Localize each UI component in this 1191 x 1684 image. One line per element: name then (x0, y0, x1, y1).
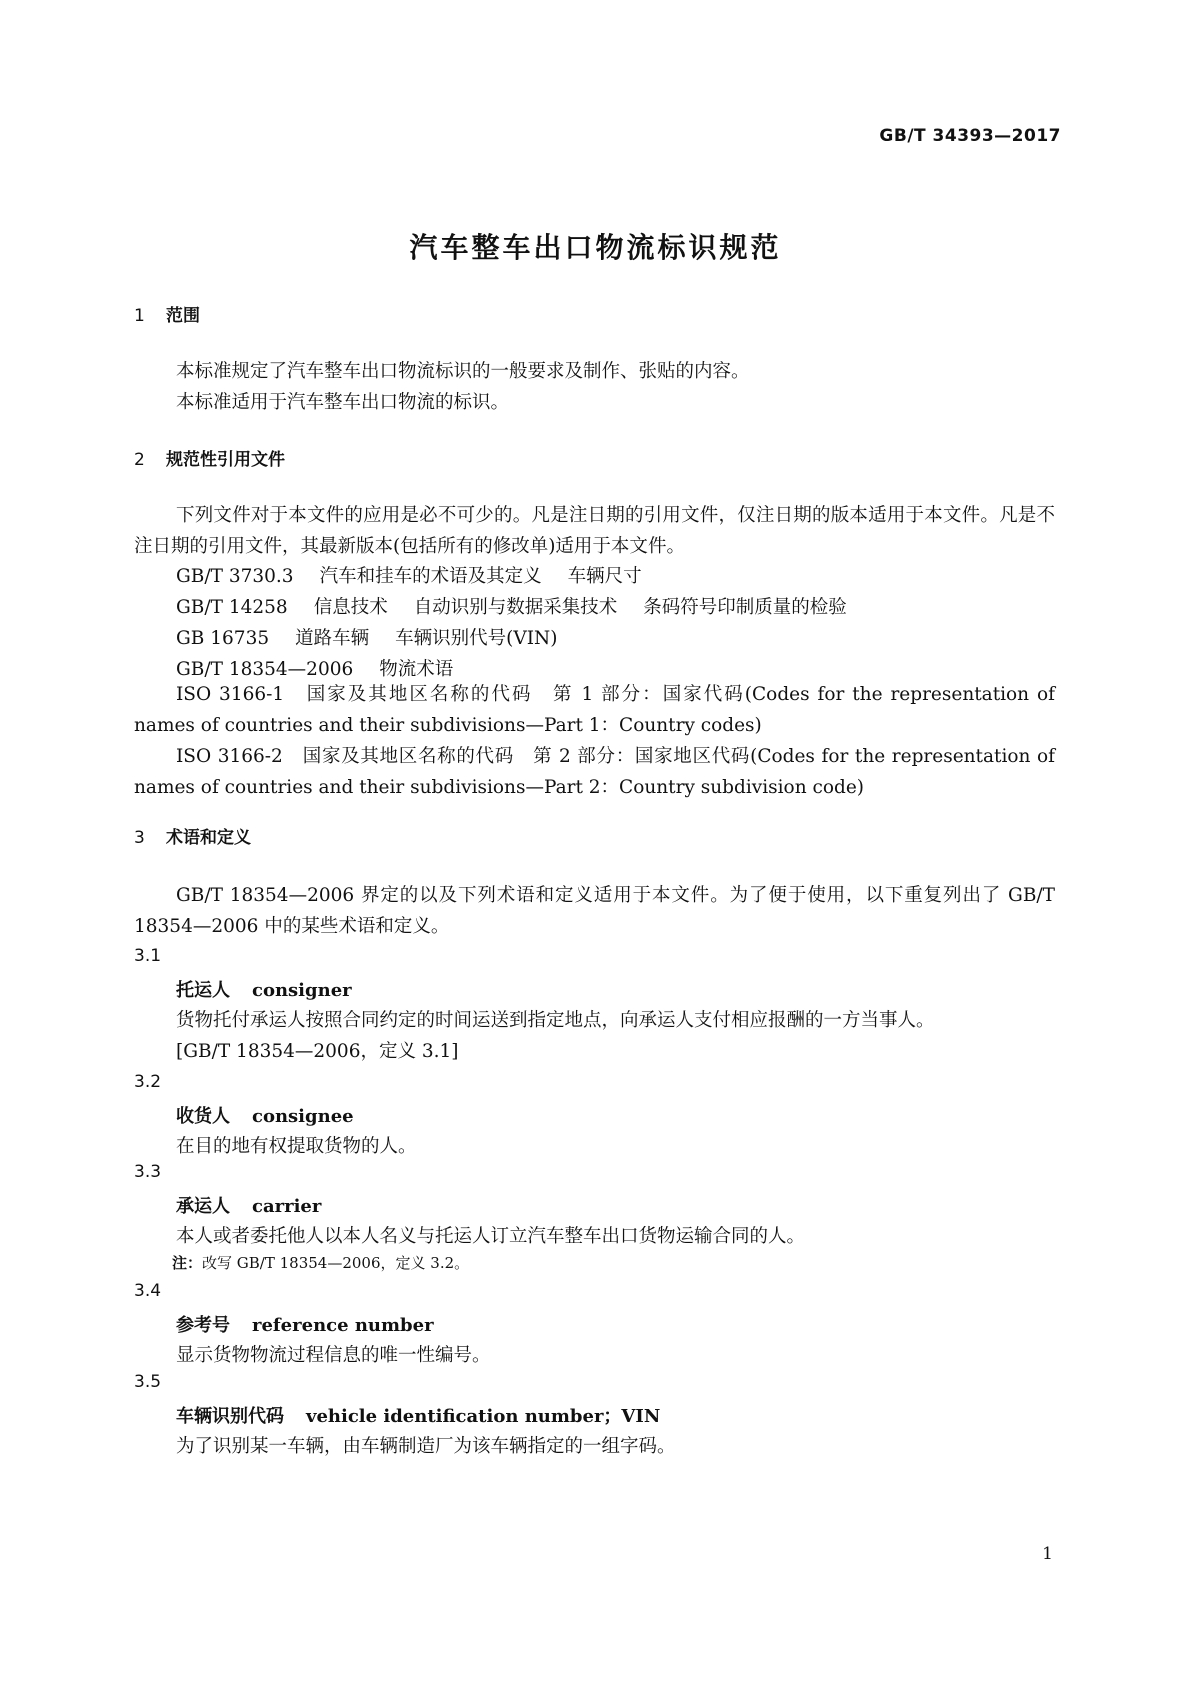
term-heading (176, 1311, 434, 1337)
term-heading (176, 1192, 321, 1218)
section-title: 范围 (166, 306, 200, 326)
term-definition: 本人或者委托他人以本人名义与托运人订立汽车整车出口货物运输合同的人。 (176, 1226, 806, 1247)
reference-item (176, 624, 1056, 650)
page-number: 1 (1042, 1544, 1053, 1564)
term-english: consigner (252, 980, 352, 1001)
reference-item (176, 562, 1056, 588)
reference-title-part: 车辆尺寸 (567, 566, 642, 587)
reference-code: GB 16735 (176, 628, 270, 649)
reference-title-part: 信息技术 (313, 597, 388, 618)
reference-title-part: 汽车和挂车的术语及其定义 (319, 566, 542, 587)
term-number: 3.2 (134, 1072, 162, 1092)
reference-iso-3166-2: ISO 3166-2 国家及其地区名称的代码 第 2 部分：国家地区代码(Codes for the representation of names of countries and their subdivisions—Part 2：Country subdivision code) (134, 746, 1055, 798)
reference-title-part: 自动识别与数据采集技术 (413, 597, 618, 618)
note-label: 注： (172, 1254, 203, 1272)
term-chinese: 车辆识别代码 (176, 1406, 284, 1427)
note-text: 改写 GB/T 18354—2006，定义 3.2。 (202, 1254, 470, 1272)
term-chinese: 参考号 (176, 1315, 230, 1336)
term-english: consignee (252, 1106, 354, 1127)
reference-title-part: 道路车辆 (295, 628, 370, 649)
term-note (172, 1252, 469, 1273)
reference-title-part: 车辆识别代号(VIN) (395, 628, 558, 649)
section-number: 3 (134, 828, 145, 848)
term-heading (176, 1402, 660, 1428)
term-heading (176, 1102, 354, 1128)
term-chinese: 托运人 (176, 980, 230, 1001)
reference-item (176, 593, 1056, 619)
section-heading-terms (134, 823, 251, 848)
reference-item (176, 655, 1056, 681)
term-chinese: 承运人 (176, 1196, 230, 1217)
term-english: reference number (252, 1315, 434, 1336)
reference-title-part: 物流术语 (379, 659, 454, 680)
section-number: 2 (134, 450, 145, 470)
standard-code: GB/T 34393—2017 (879, 126, 1061, 146)
document-title: 汽车整车出口物流标识规范 (409, 231, 782, 264)
references-intro: 下列文件对于本文件的应用是必不可少的。凡是注日期的引用文件，仅注日期的版本适用于本文件。凡是不注日期的引用文件，其最新版本(包括所有的修改单)适用于本文件。 (134, 505, 1055, 557)
term-definition: 为了识别某一车辆，由车辆制造厂为该车辆指定的一组字码。 (176, 1436, 676, 1457)
reference-iso-3166-1: ISO 3166-1 国家及其地区名称的代码 第 1 部分：国家代码(Codes for the representation of names of countries and their subdivisions—Part 1：Country codes) (134, 684, 1055, 736)
section-heading-scope (134, 301, 200, 326)
scope-paragraph-2: 本标准适用于汽车整车出口物流的标识。 (176, 392, 510, 413)
term-definition: 显示货物物流过程信息的唯一性编号。 (176, 1345, 491, 1366)
term-definition: 货物托付承运人按照合同约定的时间运送到指定地点，向承运人支付相应报酬的一方当事人。 (176, 1010, 935, 1031)
reference-code: GB/T 18354—2006 (176, 659, 354, 680)
term-number: 3.1 (134, 946, 162, 966)
section-heading-references (134, 445, 285, 470)
term-english: carrier (252, 1196, 322, 1217)
term-definition: 在目的地有权提取货物的人。 (176, 1136, 417, 1157)
term-chinese: 收货人 (176, 1106, 230, 1127)
reference-code: GB/T 3730.3 (176, 566, 294, 587)
section-title: 术语和定义 (166, 828, 251, 848)
reference-code: GB/T 14258 (176, 597, 288, 618)
term-english: vehicle identification number；VIN (306, 1406, 661, 1427)
section-number: 1 (134, 306, 145, 326)
scope-paragraph-1: 本标准规定了汽车整车出口物流标识的一般要求及制作、张贴的内容。 (176, 361, 750, 382)
section-title: 规范性引用文件 (166, 450, 285, 470)
terms-intro: GB/T 18354—2006 界定的以及下列术语和定义适用于本文件。为了便于使用，以下重复列出了 GB/T 18354—2006 中的某些术语和定义。 (134, 885, 1055, 937)
term-number: 3.3 (134, 1162, 162, 1182)
term-heading (176, 976, 352, 1002)
term-number: 3.5 (134, 1372, 162, 1392)
term-number: 3.4 (134, 1281, 162, 1301)
term-source: [GB/T 18354—2006，定义 3.1] (176, 1041, 459, 1062)
reference-title-part: 条码符号印制质量的检验 (643, 597, 847, 618)
